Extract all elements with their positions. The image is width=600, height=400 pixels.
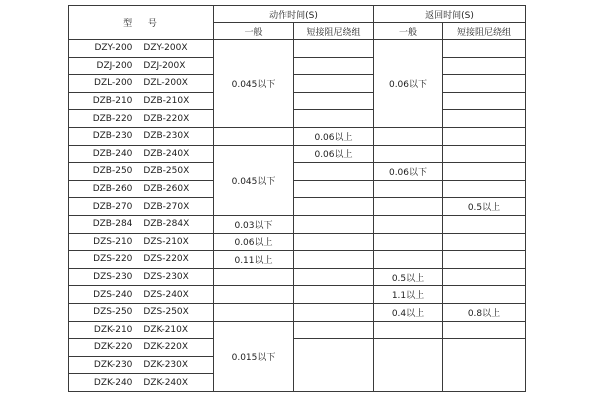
model-name: DZL-200 <box>94 78 133 89</box>
model-name-x-variant: DZB-250X <box>143 166 190 177</box>
model-name: DZS-210 <box>93 236 133 247</box>
model-name-x-variant: DZS-220X <box>143 254 189 265</box>
model-name-x-variant: DZY-200X <box>143 43 188 54</box>
model-cell <box>69 233 214 251</box>
action-time-short-damping-cell <box>294 339 374 392</box>
model-pair <box>69 272 213 282</box>
column-header-return-time: 返回时间(S) <box>374 6 526 23</box>
model-name: DZB-250 <box>92 166 133 177</box>
return-time-short-damping-cell <box>443 286 526 304</box>
table-row <box>69 110 526 128</box>
table-row <box>69 40 526 58</box>
model-cell <box>69 180 214 198</box>
return-time-short-damping-cell <box>443 251 526 269</box>
model-name-x-variant: DZB-240X <box>143 148 190 159</box>
model-pair <box>69 114 213 124</box>
table-row <box>69 303 526 321</box>
model-name: DZB-270 <box>92 201 133 212</box>
model-name: DZB-230 <box>92 131 133 142</box>
return-time-general-cell <box>374 339 443 392</box>
model-name: DZS-240 <box>93 289 133 300</box>
model-pair <box>69 378 213 388</box>
return-time-short-damping-cell <box>443 180 526 198</box>
model-cell <box>69 57 214 75</box>
model-name: DZJ-200 <box>96 60 133 71</box>
model-cell <box>69 321 214 339</box>
model-cell <box>69 339 214 357</box>
model-cell <box>69 75 214 93</box>
action-time-general-cell <box>214 286 294 304</box>
return-time-short-damping-cell <box>443 110 526 128</box>
return-time-short-damping-cell <box>443 233 526 251</box>
model-pair <box>69 149 213 159</box>
return-time-short-damping-cell <box>443 339 526 392</box>
action-time-general-cell: 0.015以下 <box>214 321 294 391</box>
model-name-x-variant: DZB-260X <box>143 184 190 195</box>
model-name: DZY-200 <box>94 43 133 54</box>
return-time-general-cell <box>374 215 443 233</box>
action-time-short-damping-cell <box>294 163 374 181</box>
model-name-x-variant: DZB-270X <box>143 201 190 212</box>
column-header-action-time: 动作时间(S) <box>214 6 374 23</box>
model-name-x-variant: DZS-230X <box>143 272 189 283</box>
model-name: DZB-210 <box>92 96 133 107</box>
table-row <box>69 251 526 269</box>
action-time-short-damping-cell <box>294 321 374 339</box>
return-time-general-cell <box>374 251 443 269</box>
model-name-x-variant: DZK-240X <box>143 377 189 388</box>
table-row <box>69 145 526 163</box>
action-time-general-cell <box>214 268 294 286</box>
model-name: DZS-220 <box>93 254 133 265</box>
action-time-general-cell <box>214 127 294 145</box>
model-pair <box>69 131 213 141</box>
return-time-general-cell: 0.5以上 <box>374 268 443 286</box>
model-name-x-variant: DZB-284X <box>143 219 190 230</box>
relay-spec-table <box>68 5 526 392</box>
table-row <box>69 92 526 110</box>
model-cell <box>69 198 214 216</box>
return-time-general-cell <box>374 145 443 163</box>
model-name-x-variant: DZS-240X <box>143 289 189 300</box>
model-pair <box>69 307 213 317</box>
return-time-short-damping-cell: 0.8以上 <box>443 303 526 321</box>
action-time-short-damping-cell <box>294 180 374 198</box>
return-time-short-damping-cell <box>443 163 526 181</box>
action-time-short-damping-cell <box>294 268 374 286</box>
table-body <box>69 40 526 392</box>
action-time-short-damping-cell <box>294 40 374 58</box>
model-name-x-variant: DZB-230X <box>143 131 190 142</box>
return-time-general-cell <box>374 321 443 339</box>
table-row <box>69 321 526 339</box>
model-name-x-variant: DZS-250X <box>143 307 189 318</box>
model-pair <box>69 237 213 247</box>
model-cell <box>69 303 214 321</box>
action-time-short-damping-cell <box>294 110 374 128</box>
return-time-general-cell: 0.06以下 <box>374 163 443 181</box>
model-name: DZK-210 <box>93 324 133 335</box>
model-name: DZB-284 <box>92 219 133 230</box>
action-time-general-cell: 0.045以下 <box>214 145 294 215</box>
model-name-x-variant: DZL-200X <box>143 78 188 89</box>
model-cell <box>69 374 214 392</box>
return-time-general-cell <box>374 180 443 198</box>
model-name: DZS-250 <box>93 307 133 318</box>
return-time-short-damping-cell <box>443 321 526 339</box>
model-name: DZS-230 <box>93 272 133 283</box>
model-pair <box>69 360 213 370</box>
return-time-general-cell: 0.06以下 <box>374 40 443 128</box>
table-row <box>69 180 526 198</box>
return-time-short-damping-cell <box>443 92 526 110</box>
return-time-general-cell <box>374 233 443 251</box>
action-time-short-damping-cell <box>294 75 374 93</box>
model-name: DZB-220 <box>92 113 133 124</box>
table-row <box>69 215 526 233</box>
table-row <box>69 163 526 181</box>
table-row <box>69 57 526 75</box>
action-time-general-cell: 0.11以上 <box>214 251 294 269</box>
model-pair <box>69 184 213 194</box>
model-pair <box>69 202 213 212</box>
return-time-short-damping-cell <box>443 268 526 286</box>
model-name-x-variant: DZK-220X <box>143 342 189 353</box>
action-time-short-damping-cell: 0.06以上 <box>294 145 374 163</box>
model-cell <box>69 127 214 145</box>
table-row <box>69 268 526 286</box>
model-pair <box>69 78 213 88</box>
model-cell <box>69 40 214 58</box>
column-subheader-action-general: 一般 <box>214 23 294 40</box>
action-time-short-damping-cell: 0.06以上 <box>294 127 374 145</box>
table-row <box>69 286 526 304</box>
model-cell <box>69 110 214 128</box>
model-cell <box>69 163 214 181</box>
return-time-short-damping-cell <box>443 40 526 58</box>
table-row <box>69 339 526 357</box>
model-pair <box>69 254 213 264</box>
model-name: DZK-230 <box>93 359 133 370</box>
model-cell <box>69 215 214 233</box>
table-row <box>69 233 526 251</box>
model-pair <box>69 219 213 229</box>
model-cell <box>69 145 214 163</box>
model-name-x-variant: DZB-220X <box>143 113 190 124</box>
column-subheader-return-general: 一般 <box>374 23 443 40</box>
return-time-short-damping-cell <box>443 57 526 75</box>
return-time-short-damping-cell <box>443 215 526 233</box>
return-time-short-damping-cell <box>443 127 526 145</box>
model-name: DZB-240 <box>92 148 133 159</box>
model-pair <box>69 166 213 176</box>
return-time-short-damping-cell <box>443 75 526 93</box>
return-time-general-cell: 1.1以上 <box>374 286 443 304</box>
action-time-short-damping-cell <box>294 57 374 75</box>
model-name-x-variant: DZJ-200X <box>143 60 186 71</box>
action-time-general-cell: 0.045以下 <box>214 40 294 128</box>
return-time-general-cell: 0.4以上 <box>374 303 443 321</box>
model-name-x-variant: DZK-230X <box>143 359 189 370</box>
action-time-short-damping-cell <box>294 198 374 216</box>
model-cell <box>69 92 214 110</box>
model-pair <box>69 96 213 106</box>
table-row <box>69 198 526 216</box>
action-time-short-damping-cell <box>294 286 374 304</box>
return-time-short-damping-cell: 0.5以上 <box>443 198 526 216</box>
return-time-general-cell <box>374 198 443 216</box>
model-cell <box>69 286 214 304</box>
action-time-general-cell: 0.06以上 <box>214 233 294 251</box>
action-time-short-damping-cell <box>294 215 374 233</box>
return-time-short-damping-cell <box>443 145 526 163</box>
model-name-x-variant: DZB-210X <box>143 96 190 107</box>
model-name-x-variant: DZS-210X <box>143 236 189 247</box>
action-time-short-damping-cell <box>294 92 374 110</box>
column-subheader-action-short-damping: 短接阻尼绕组 <box>294 23 374 40</box>
model-name: DZK-240 <box>93 377 133 388</box>
table-row <box>69 75 526 93</box>
model-cell <box>69 251 214 269</box>
action-time-general-cell <box>214 303 294 321</box>
action-time-short-damping-cell <box>294 251 374 269</box>
return-time-general-cell <box>374 127 443 145</box>
action-time-general-cell: 0.03以下 <box>214 215 294 233</box>
column-header-model: 型 号 <box>69 6 214 40</box>
model-pair <box>69 61 213 71</box>
table-row <box>69 127 526 145</box>
model-pair <box>69 342 213 352</box>
model-name: DZB-260 <box>92 184 133 195</box>
action-time-short-damping-cell <box>294 303 374 321</box>
model-pair <box>69 325 213 335</box>
model-cell <box>69 268 214 286</box>
model-name-x-variant: DZK-210X <box>143 324 189 335</box>
model-pair <box>69 43 213 53</box>
model-cell <box>69 356 214 374</box>
model-pair <box>69 290 213 300</box>
model-name: DZK-220 <box>93 342 133 353</box>
column-subheader-return-short-damping: 短接阻尼绕组 <box>443 23 526 40</box>
action-time-short-damping-cell <box>294 233 374 251</box>
